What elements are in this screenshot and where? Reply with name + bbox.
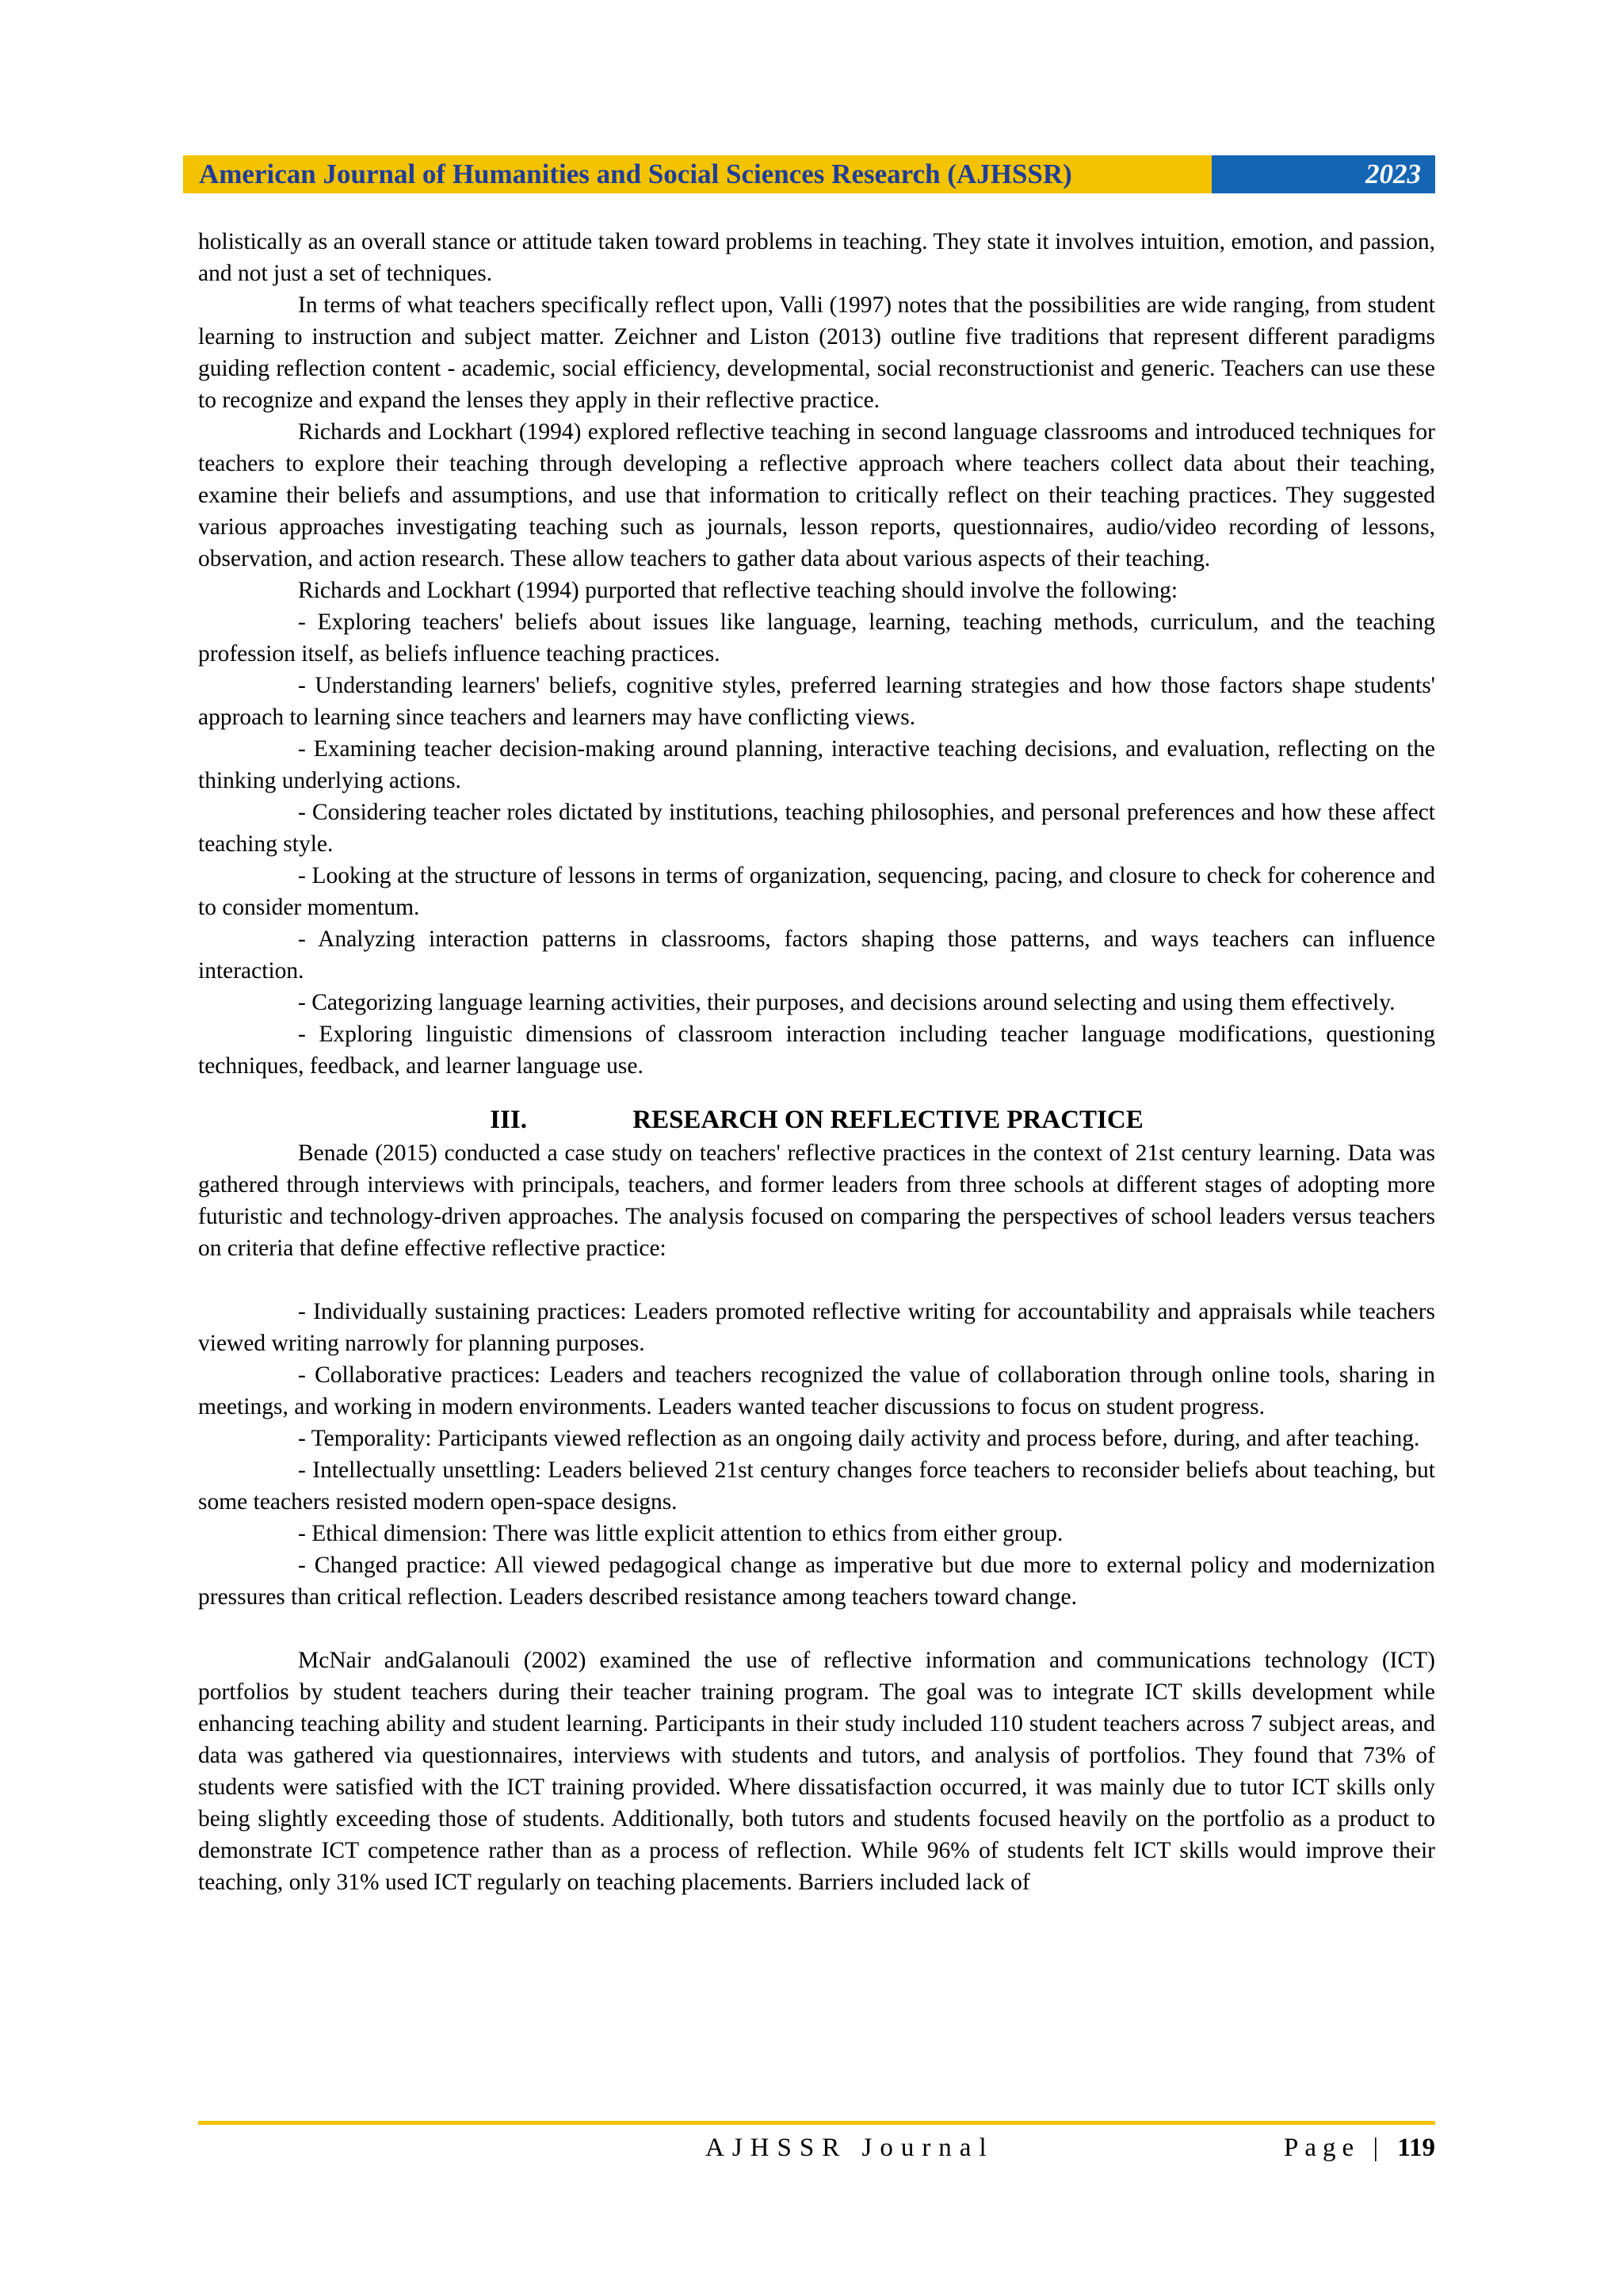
- list-item: - Collaborative practices: Leaders and teachers recognized the value of collaboration through online tools, sharing in meetings, and working in modern environments. Leaders wanted teacher discussions to focus on student progress.: [198, 1362, 1435, 1419]
- section-title: RESEARCH ON REFLECTIVE PRACTICE: [632, 1106, 1144, 1134]
- list-item: - Categorizing language learning activities, their purposes, and decisions around selecting and using them effectively.: [298, 990, 1396, 1015]
- article-body: [198, 226, 1435, 1898]
- journal-year: 2023: [1212, 155, 1435, 193]
- list-item: - Analyzing interaction patterns in classrooms, factors shaping those patterns, and ways teachers can influence interaction.: [198, 926, 1435, 984]
- list-item: - Changed practice: All viewed pedagogical change as imperative but due more to external policy and modernization pressures than critical reflection. Leaders described resistance among teachers toward change.: [198, 1553, 1435, 1610]
- list-item: - Ethical dimension: There was little explicit attention to ethics from either group.: [298, 1521, 1064, 1546]
- section-heading: [198, 1102, 1435, 1137]
- list-item: - Exploring linguistic dimensions of classroom interaction including teacher language modifications, questioning techniques, feedback, and learner language use.: [198, 1022, 1435, 1079]
- journal-title: American Journal of Humanities and Social Sciences Research (AJHSSR): [183, 155, 1212, 193]
- paragraph: Richards and Lockhart (1994) purported that reflective teaching should involve the following:: [298, 578, 1178, 603]
- footer-page: [1284, 2130, 1435, 2165]
- paragraph: McNair andGalanouli (2002) examined the use of reflective information and communications technology (ICT) portfolios by student teachers during their teacher training program. The goal was to integrate ICT skills development while enhancing teaching ability and student learning. Participants in their study included 110 student teachers across 7 subject areas, and data was gathered via questionnaires, interviews with students and tutors, and analysis of portfolios. They found that 73% of students were satisfied with the ICT training provided. Where dissatisfaction occurred, it was mainly due to tutor ICT skills only being slightly exceeding those of students. Additionally, both tutors and students focused heavily on the portfolio as a product to demonstrate ICT competence rather than as a process of reflection. While 96% of students felt ICT skills would improve their teaching, only 31% used ICT regularly on teaching placements. Barriers included lack of: [198, 1648, 1435, 1895]
- list-item: - Examining teacher decision-making around planning, interactive teaching decisions, and evaluation, reflecting on the thinking underlying actions.: [198, 736, 1435, 793]
- spacer: [198, 1264, 1435, 1296]
- footer-divider: [198, 2121, 1435, 2125]
- list-item: - Individually sustaining practices: Leaders promoted reflective writing for accountability and appraisals while teachers viewed writing narrowly for planning purposes.: [198, 1299, 1435, 1356]
- paragraph: Benade (2015) conducted a case study on teachers' reflective practices in the context of 21st century learning. Data was gathered through interviews with principals, teachers, and former leaders from three schools at different stages of adopting more futuristic and technology-driven approaches. The analysis focused on comparing the perspectives of school leaders versus teachers on criteria that define effective reflective practice:: [198, 1140, 1435, 1261]
- journal-header: [183, 155, 1435, 193]
- list-item: - Temporality: Participants viewed reflection as an ongoing daily activity and process before, during, and after teaching.: [298, 1426, 1420, 1451]
- page-label: Page |: [1284, 2134, 1385, 2162]
- list-item: - Exploring teachers' beliefs about issues like language, learning, teaching methods, curriculum, and the teaching profession itself, as beliefs influence teaching practices.: [198, 609, 1435, 667]
- footer-journal-name: AJHSSR Journal: [705, 2134, 995, 2162]
- page-number: 119: [1397, 2134, 1435, 2162]
- list-item: - Looking at the structure of lessons in terms of organization, sequencing, pacing, and closure to check for coherence and to consider momentum.: [198, 863, 1435, 920]
- paragraph: Richards and Lockhart (1994) explored reflective teaching in second language classrooms and introduced techniques for teachers to explore their teaching through developing a reflective approach where teachers collect data about their teaching, examine their beliefs and assumptions, and use that information to critically reflect on their teaching practices. They suggested various approaches investigating teaching such as journals, lesson reports, questionnaires, audio/video recording of lessons, observation, and action research. These allow teachers to gather data about various aspects of their teaching.: [198, 419, 1435, 571]
- section-number: III.: [490, 1106, 528, 1134]
- paragraph: In terms of what teachers specifically reflect upon, Valli (1997) notes that the possibilities are wide ranging, from student learning to instruction and subject matter. Zeichner and Liston (2013) outline five traditions that represent different paradigms guiding reflection content - academic, social efficiency, developmental, social reconstructionist and generic. Teachers can use these to recognize and expand the lenses they apply in their reflective practice.: [198, 292, 1435, 413]
- paragraph: holistically as an overall stance or attitude taken toward problems in teaching. They state it involves intuition, emotion, and passion, and not just a set of techniques.: [198, 229, 1435, 286]
- list-item: - Understanding learners' beliefs, cognitive styles, preferred learning strategies and how those factors shape students' approach to learning since teachers and learners may have conflicting views.: [198, 673, 1435, 730]
- page-footer: [198, 2130, 1435, 2165]
- list-item: - Intellectually unsettling: Leaders believed 21st century changes force teachers to reconsider beliefs about teaching, but some teachers resisted modern open-space designs.: [198, 1457, 1435, 1515]
- list-item: - Considering teacher roles dictated by institutions, teaching philosophies, and personal preferences and how these affect teaching style.: [198, 800, 1435, 857]
- spacer: [198, 1613, 1435, 1645]
